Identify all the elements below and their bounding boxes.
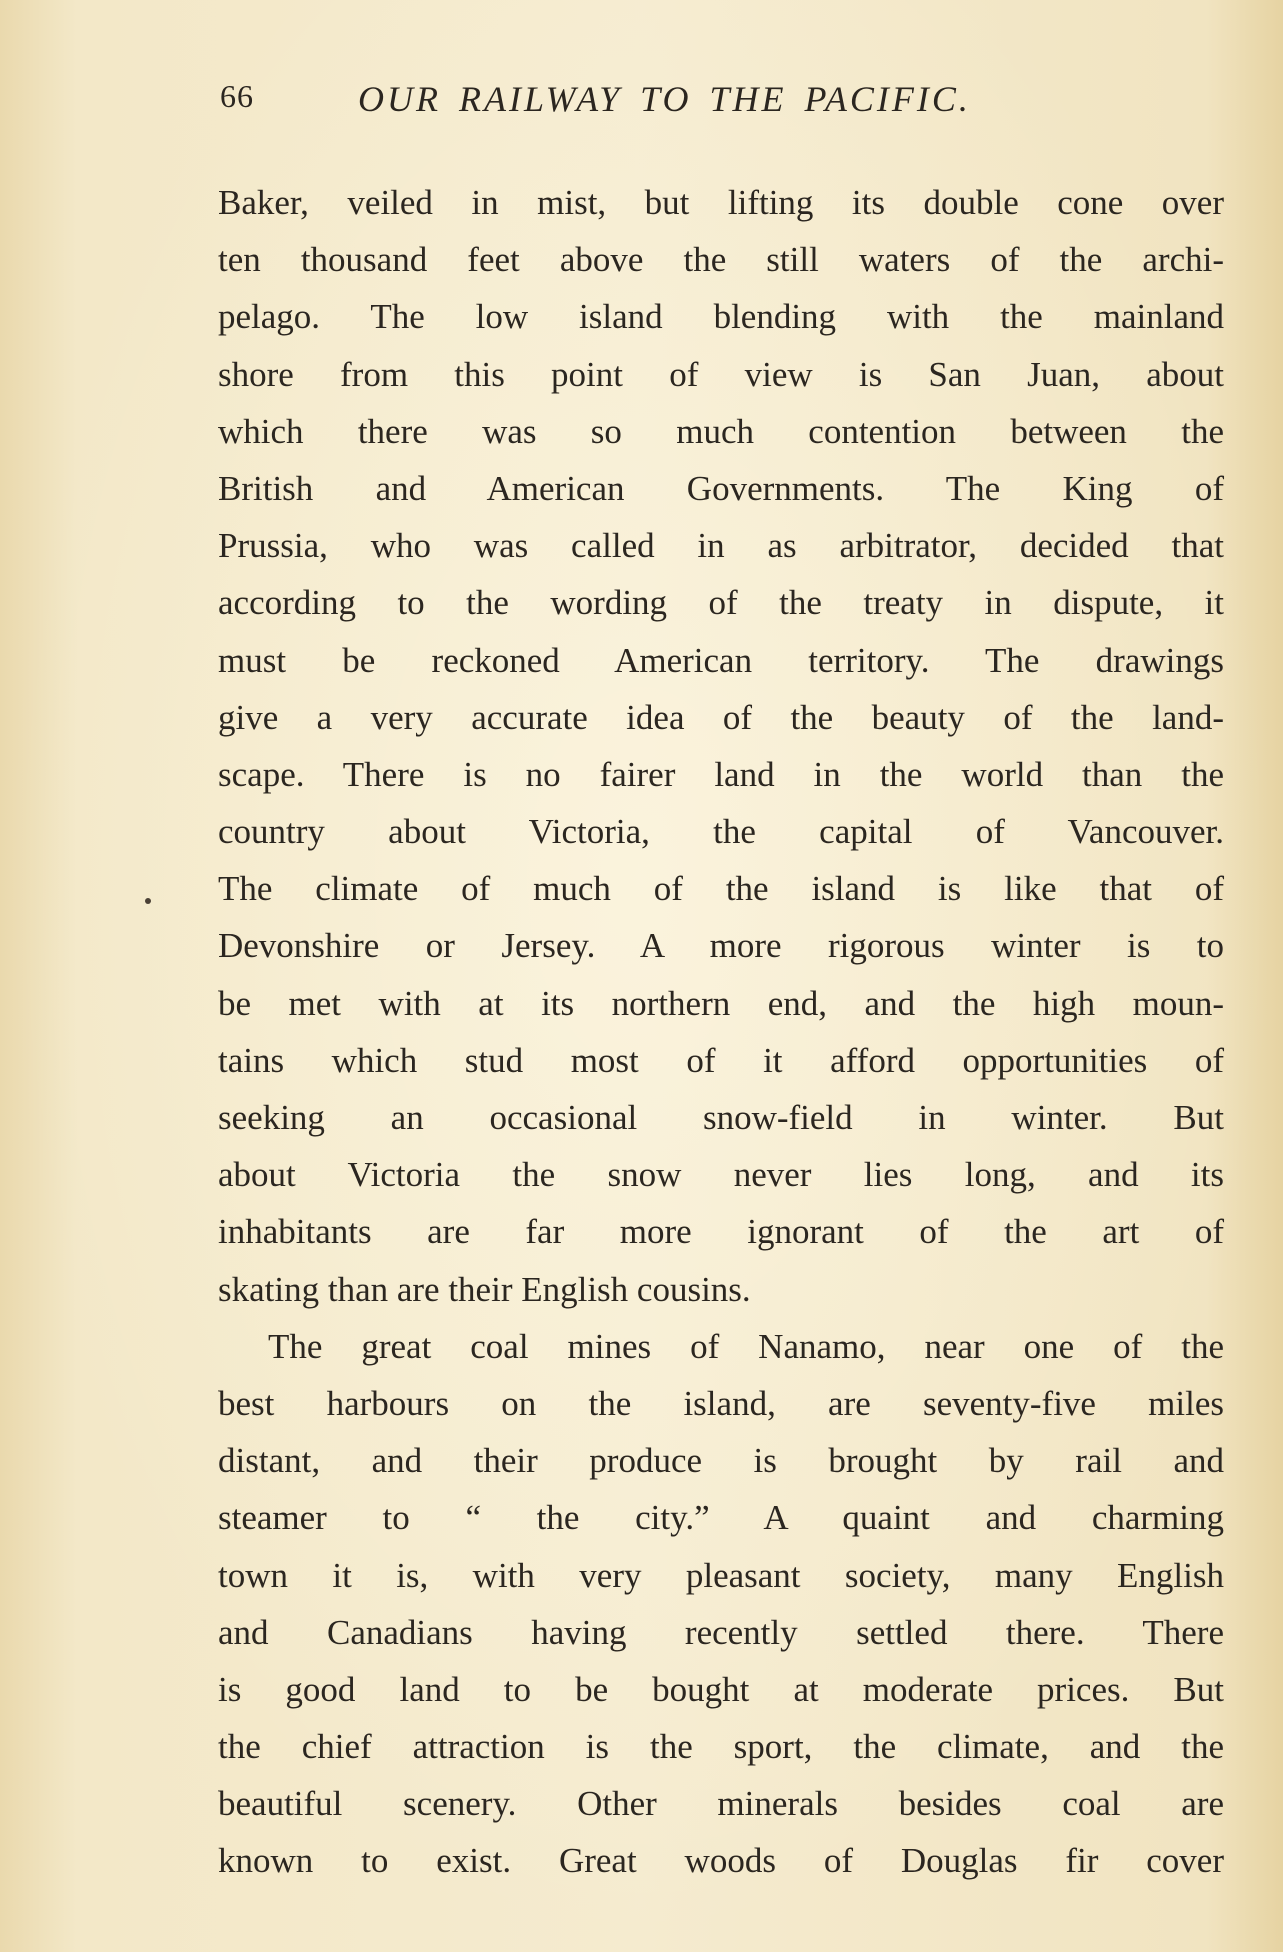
text-line: be met with at its northern end, and the high moun-: [218, 983, 1224, 1023]
body-text: [218, 174, 1224, 1890]
text-line: is good land to be bought at moderate prices. But: [218, 1669, 1224, 1709]
text-line: best harbours on the island, are seventy-five miles: [218, 1383, 1224, 1423]
paragraph-1: [218, 174, 1224, 1318]
text-line: pelago. The low island blending with the mainland: [218, 297, 1224, 337]
text-line: seeking an occasional snow-field in winter. But: [218, 1098, 1224, 1137]
text-line: known to exist. Great woods of Douglas fir cover: [218, 1841, 1224, 1881]
paragraph-2: [218, 1318, 1224, 1890]
running-head: OUR RAILWAY TO THE PACIFIC.: [358, 79, 971, 119]
page-number: 66: [220, 78, 254, 114]
text-line: steamer to “ the city.” A quaint and charming: [218, 1498, 1224, 1538]
text-line: about Victoria the snow never lies long, and its: [218, 1155, 1224, 1195]
margin-speck: [145, 898, 151, 904]
text-line: The great coal mines of Nanamo, near one of the: [268, 1326, 1224, 1366]
text-line: town it is, with very pleasant society, many English: [218, 1555, 1224, 1595]
text-line: country about Victoria, the capital of Vancouver.: [218, 812, 1224, 852]
text-line: the chief attraction is the sport, the climate, and the: [218, 1727, 1224, 1767]
text-line: The climate of much of the island is like that of: [218, 869, 1224, 909]
text-line: skating than are their English cousins.: [218, 1269, 751, 1309]
text-line: British and American Governments. The King of: [218, 468, 1224, 508]
text-line: must be reckoned American territory. The drawings: [218, 640, 1224, 680]
text-line: according to the wording of the treaty in dispute, it: [218, 583, 1224, 623]
text-line: shore from this point of view is San Juan, about: [218, 354, 1224, 394]
text-line: tains which stud most of it afford opportunities of: [218, 1040, 1224, 1080]
text-line: Devonshire or Jersey. A more rigorous winter is to: [218, 926, 1224, 966]
text-line: ten thousand feet above the still waters of the archi-: [218, 240, 1224, 280]
text-line: distant, and their produce is brought by rail and: [218, 1441, 1224, 1481]
text-line: scape. There is no fairer land in the world than the: [218, 754, 1224, 794]
text-line: and Canadians having recently settled there. There: [218, 1612, 1224, 1652]
text-line: Prussia, who was called in as arbitrator, decided that: [218, 526, 1224, 566]
text-line: beautiful scenery. Other minerals besides coal are: [218, 1784, 1224, 1824]
text-line: inhabitants are far more ignorant of the art of: [218, 1212, 1224, 1252]
text-line: Baker, veiled in mist, but lifting its double cone over: [218, 183, 1224, 222]
text-line: give a very accurate idea of the beauty of the land-: [218, 697, 1224, 737]
text-line: which there was so much contention between the: [218, 411, 1224, 451]
page-header: [220, 78, 1100, 128]
